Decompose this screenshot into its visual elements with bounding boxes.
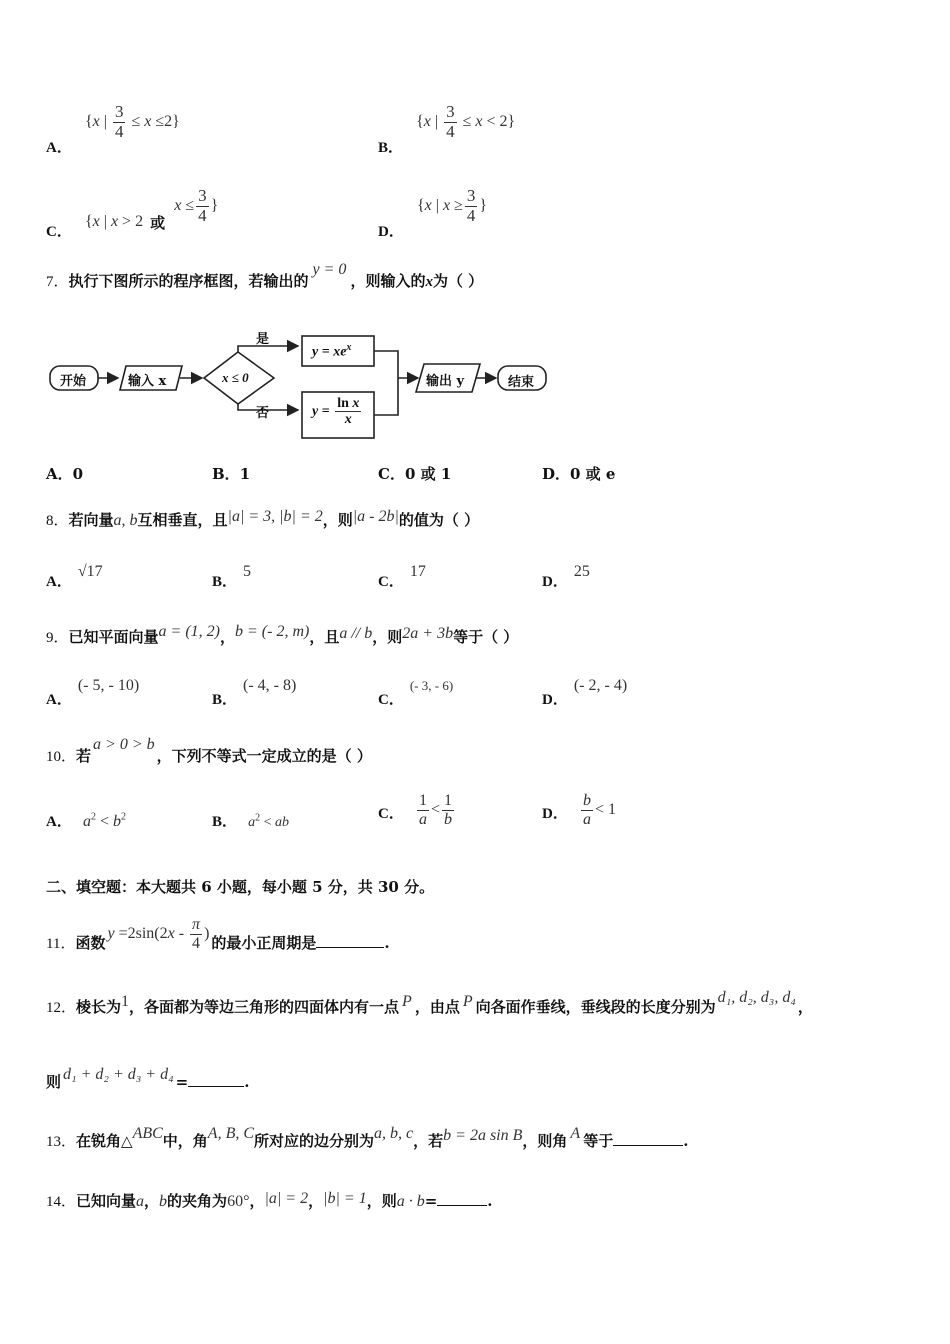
option-label: C． (378, 805, 404, 822)
stem-text: ，各面都为等边三角形的四面体内有一点 (129, 998, 400, 1016)
stem-text: ， (308, 1192, 324, 1210)
option-label: B． (378, 139, 404, 156)
stem-text: . (244, 1073, 250, 1091)
stem-math: A (570, 1125, 581, 1142)
question-number: 7． (46, 274, 69, 290)
stem-math: a = (1, 2) (158, 623, 220, 640)
q8-option-c[interactable] (378, 560, 426, 590)
answer-blank[interactable] (613, 1131, 683, 1146)
stem-text: 已知向量 (76, 1192, 137, 1210)
stem-text: 的最小正周期是 (211, 933, 317, 952)
stem-text: = (424, 1192, 438, 1210)
stem-math: d₁, d₂, d₃, d₄ (717, 989, 796, 1006)
option-label: B． (212, 814, 238, 830)
option-label: B． (212, 574, 238, 590)
q7-stem (46, 261, 484, 291)
stem-math: |a - 2b| (352, 508, 399, 525)
q8-option-b[interactable] (212, 560, 252, 590)
option-text: 25 (573, 563, 590, 580)
section-heading: 二、填空题：本大题共 6 小题，每小题 5 分，共 30 分。 (46, 878, 435, 896)
q10-option-d[interactable] (542, 792, 616, 828)
stem-math: b = (- 2, m) (235, 623, 310, 640)
option-label: D． (542, 465, 571, 483)
option-text: (- 5, - 10) (77, 677, 140, 694)
q7-option-c[interactable] (378, 463, 451, 484)
stem-math: y =2sin(2x - $\frac{\pi}{4}$ ) (107, 916, 210, 952)
option-label: C． (378, 465, 405, 483)
stem-text: ，若 (413, 1132, 444, 1150)
stem-text: 在锐角△ (76, 1132, 133, 1150)
stem-text: ，由点 (414, 998, 460, 1016)
answer-blank[interactable] (316, 933, 384, 948)
option-math: {x | $\frac{3}{4}$ ≤ x ≤2} (84, 102, 180, 141)
option-label: A． (46, 574, 72, 590)
stem-math: |a| = 2 (264, 1190, 309, 1207)
q11-stem (46, 916, 390, 962)
flowchart (40, 322, 560, 442)
q10-option-b[interactable] (212, 810, 289, 831)
stem-math: |a| = 3, |b| = 2 (227, 508, 323, 525)
option-text: (- 2, - 4) (573, 677, 628, 694)
stem-text: 若向量 (68, 511, 114, 529)
stem-text: ， (144, 1192, 160, 1210)
q14-stem (46, 1190, 493, 1211)
stem-text: 棱长为 (76, 998, 122, 1016)
stem-text: 所对应的边分别为 (254, 1132, 375, 1150)
stem-text: 函数 (75, 933, 106, 952)
stem-math: |b| = 1 (323, 1190, 367, 1207)
option-label: D． (542, 805, 568, 822)
q7-option-b[interactable] (212, 463, 250, 484)
option-math: $a^2$ < ab (248, 812, 290, 830)
q7-option-d[interactable] (542, 463, 615, 484)
or-word: 或 (150, 213, 166, 232)
output-condition: y = 0 (312, 261, 347, 278)
option-label: A． (46, 465, 73, 483)
answer-blank[interactable] (188, 1072, 244, 1087)
flow-end-label: 结束 (508, 375, 535, 390)
option-text: 0 (72, 465, 84, 483)
stem-text: ，则 (372, 628, 403, 646)
stem-text: ， (219, 628, 235, 646)
q6-option-b[interactable] (378, 102, 516, 156)
question-number: 14． (46, 1194, 77, 1210)
question-number: 9． (46, 630, 69, 646)
stem-math: 1 (121, 993, 130, 1010)
question-number: 10． (46, 749, 77, 765)
q9-option-d[interactable] (542, 674, 628, 708)
option-text: (- 3, - 6) (409, 678, 454, 693)
option-label: A． (46, 692, 72, 708)
stem-text: 的值为（ ） (398, 511, 480, 529)
stem-math: A, B, C (207, 1125, 255, 1142)
option-math: $a^2 < b^2$ (82, 811, 126, 830)
stem-text: . (683, 1132, 689, 1150)
q10-stem (46, 736, 372, 766)
q8-stem (46, 509, 479, 530)
answer-blank[interactable] (437, 1191, 487, 1206)
stem-text: 的夹角为 (167, 1192, 228, 1210)
option-text: 5 (243, 563, 252, 580)
stem-math: 2a + 3b (402, 625, 454, 642)
option-label: A． (46, 139, 72, 156)
q10-option-a[interactable] (46, 810, 126, 831)
stem-text: ， (797, 998, 813, 1016)
stem-text: 执行下图所示的程序框图，若输出的 (68, 272, 309, 290)
q9-option-b[interactable] (212, 674, 297, 708)
q9-option-a[interactable] (46, 674, 140, 708)
stem-text: . (487, 1192, 493, 1210)
option-math: {x | x > 2 (84, 212, 144, 230)
stem-text: ，则输入的 (350, 272, 426, 290)
option-label: A． (46, 814, 72, 830)
question-number: 12． (46, 1000, 77, 1016)
option-math: $\frac{1}{a}$ < $\frac{1}{b}$ (418, 792, 452, 828)
q6-option-a[interactable] (46, 102, 180, 156)
stem-text: . (384, 933, 390, 952)
flow-yes-expr: $y = xe^x$ (312, 342, 352, 360)
flow-yes-label: 是 (256, 332, 270, 347)
stem-math: a // b (339, 625, 373, 642)
stem-text: ，则 (322, 511, 353, 529)
stem-text: 则 (46, 1073, 62, 1091)
stem-text: ， (249, 1192, 265, 1210)
stem-math: P (462, 993, 473, 1010)
stem-text: 等于 (583, 1132, 614, 1150)
stem-text: 互相垂直，且 (137, 511, 228, 529)
stem-math: a, b, c (374, 1125, 414, 1142)
stem-text: 若 (76, 747, 92, 765)
q13-stem (46, 1125, 689, 1151)
stem-text: ，则 (366, 1192, 397, 1210)
stem-text: 向各面作垂线，垂线段的长度分别为 (475, 998, 716, 1016)
stem-math: a, b (113, 512, 138, 529)
q10-option-c[interactable] (378, 792, 456, 828)
flow-decision-label: x ≤ 0 (222, 370, 249, 385)
question-number: 13． (46, 1134, 77, 1150)
option-text: (- 4, - 8) (243, 677, 297, 694)
option-label: B． (212, 465, 240, 483)
stem-math: a · b (396, 1193, 425, 1210)
flow-no-label: 否 (256, 406, 270, 421)
stem-text: ，则角 (522, 1132, 568, 1150)
stem-text: 为（ ） (432, 272, 484, 290)
q9-option-c[interactable] (378, 674, 454, 708)
q7-option-a[interactable] (46, 463, 83, 484)
flow-start-label: 开始 (60, 374, 87, 389)
q6-option-c[interactable] (46, 186, 219, 240)
stem-math: a > 0 > b (93, 736, 155, 753)
option-label: B． (212, 692, 238, 708)
option-label: D． (542, 692, 568, 708)
stem-text: ，下列不等式一定成立的是（ ） (156, 747, 372, 765)
question-number: 8． (46, 513, 69, 529)
option-label: D． (378, 223, 404, 240)
option-math: {x | x ≥ $\frac{3}{4}$ } (416, 186, 488, 225)
option-label: C． (46, 223, 72, 240)
q9-stem (46, 623, 519, 647)
stem-text: 已知平面向量 (68, 628, 159, 646)
question-number: 11． (46, 935, 76, 952)
option-math-2: x ≤ $\frac{3}{4}$ } (174, 186, 219, 225)
option-text: √17 (77, 563, 103, 580)
stem-text: = (175, 1073, 189, 1091)
q6-option-d[interactable] (378, 186, 488, 240)
stem-text: 中，角 (162, 1132, 208, 1150)
stem-math: P (402, 993, 412, 1010)
option-math: $\frac{b}{a}$ < 1 (582, 792, 616, 828)
stem-math: 60° (227, 1193, 250, 1210)
q8-option-d[interactable] (542, 560, 590, 590)
option-label: D． (542, 574, 568, 590)
q12-stem-line1 (46, 989, 813, 1017)
option-text: 0 或 e (570, 465, 616, 483)
stem-math: b = 2a sin B (443, 1127, 523, 1144)
stem-math: d₁ + d₂ + d₃ + d₄ (63, 1066, 174, 1083)
q12-stem-line2 (46, 1066, 250, 1092)
flow-no-expr: y = $\frac{\text{ln x}}{x}$ (312, 396, 360, 428)
option-text: 17 (409, 563, 426, 580)
option-label: C． (378, 574, 404, 590)
stem-text: 等于（ ） (453, 628, 519, 646)
option-text: 1 (239, 465, 251, 483)
stem-math: ABC (132, 1125, 163, 1142)
stem-math: b (159, 1193, 168, 1210)
stem-var: x (425, 274, 433, 290)
flow-input-label: 输入 x (128, 374, 167, 389)
stem-math: a (136, 1193, 145, 1210)
q8-option-a[interactable] (46, 560, 103, 590)
option-text: 0 或 1 (404, 465, 452, 483)
flow-output-label: 输出 y (426, 374, 465, 389)
stem-text: ，且 (309, 628, 340, 646)
option-math: {x | $\frac{3}{4}$ ≤ x < 2} (416, 102, 516, 141)
option-label: C． (378, 692, 404, 708)
